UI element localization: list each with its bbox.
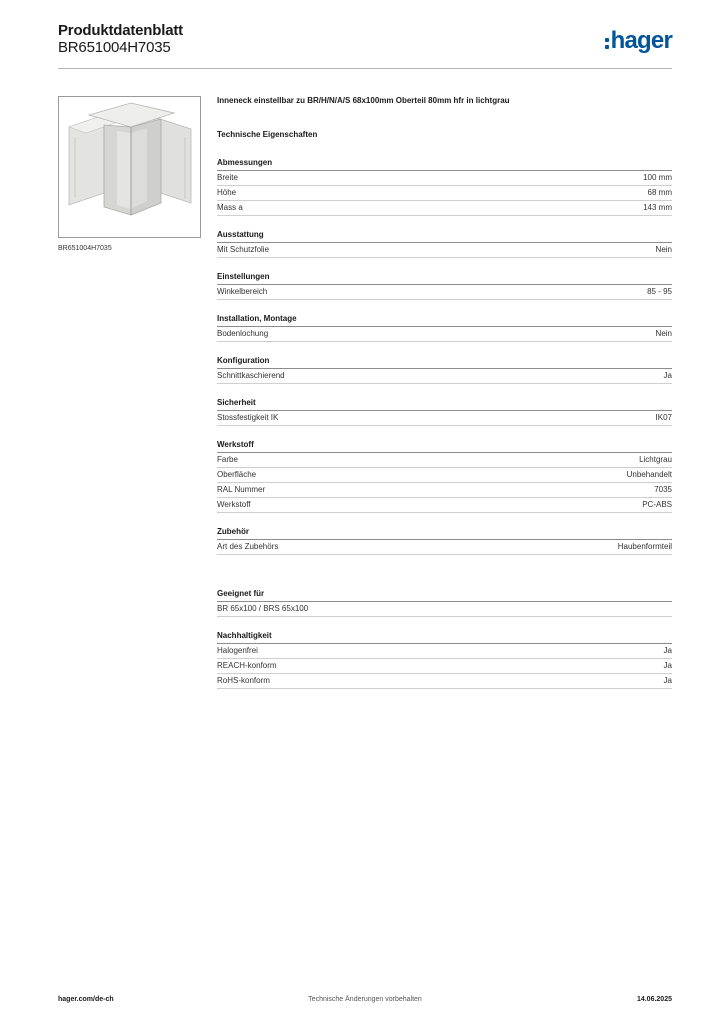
spec-row [217, 285, 672, 300]
spec-row [217, 201, 672, 216]
spec-value: IK07 [655, 413, 672, 422]
spec-value: Nein [655, 329, 672, 338]
spec-row [217, 468, 672, 483]
spec-label: Farbe [217, 455, 238, 464]
spec-value: Nein [655, 245, 672, 254]
spec-group [217, 398, 672, 426]
spec-label: Oberfläche [217, 470, 257, 479]
spec-row [217, 327, 672, 342]
spec-label: Höhe [217, 188, 237, 197]
logo-dots-icon [605, 38, 609, 49]
spec-group [217, 158, 672, 216]
spec-row [217, 483, 672, 498]
suitable-for-title: Geeignet für [217, 589, 672, 602]
spec-value: 143 mm [643, 203, 672, 212]
spec-group-title: Ausstattung [217, 230, 672, 243]
hager-logo [605, 28, 672, 54]
spec-row [217, 411, 672, 426]
spec-row [217, 243, 672, 258]
footer-date: 14.06.2025 [636, 996, 672, 1003]
spec-label: REACH-konform [217, 661, 277, 670]
spec-group-title: Sicherheit [217, 398, 672, 411]
spec-value: 68 mm [647, 188, 672, 197]
spec-value: Ja [663, 371, 672, 380]
spec-value: Ja [663, 661, 672, 670]
footer-website-link[interactable]: hager.com/de-ch [58, 996, 114, 1003]
spec-label: Mass a [217, 203, 243, 212]
spec-value: 85 - 95 [647, 287, 672, 296]
spec-value: Lichtgrau [639, 455, 672, 464]
spec-group [217, 356, 672, 384]
spec-group-title: Werkstoff [217, 440, 672, 453]
spec-group [217, 440, 672, 513]
spec-label: RAL Nummer [217, 485, 266, 494]
spec-label: Stossfestigkeit IK [217, 413, 279, 422]
spec-group-title: Abmessungen [217, 158, 672, 171]
spec-group-title: Einstellungen [217, 272, 672, 285]
spec-group [217, 272, 672, 300]
spec-row [217, 498, 672, 513]
spec-group-title: Konfiguration [217, 356, 672, 369]
spec-label: Schnittkaschierend [217, 371, 285, 380]
product-description: Inneneck einstellbar zu BR/H/N/A/S 68x100mm Oberteil 80mm hfr in lichtgrau [217, 96, 510, 105]
spec-group [217, 527, 672, 555]
spec-group-title: Installation, Montage [217, 314, 672, 327]
spec-value: Ja [663, 646, 672, 655]
suitable-for-section [217, 589, 672, 617]
spec-label: RoHS-konform [217, 676, 270, 685]
image-caption: BR651004H7035 [58, 245, 112, 252]
footer-disclaimer: Technische Änderungen vorbehalten [308, 996, 422, 1003]
spec-value: Ja [663, 676, 672, 685]
product-code: BR651004H7035 [58, 39, 171, 56]
page-header [58, 22, 672, 68]
spec-group [217, 314, 672, 342]
spec-value: PC-ABS [642, 500, 672, 509]
spec-row [217, 186, 672, 201]
header-divider [58, 68, 672, 69]
inner-corner-icon [59, 97, 200, 237]
spec-label: Art des Zubehörs [217, 542, 279, 551]
spec-value: 100 mm [643, 173, 672, 182]
spec-group-title: Zubehör [217, 527, 672, 540]
spec-label: Bodenlochung [217, 329, 269, 338]
document-title: Produktdatenblatt [58, 22, 183, 39]
sustainability-title: Nachhaltigkeit [217, 631, 672, 644]
technical-properties-title: Technische Eigenschaften [217, 130, 318, 139]
spec-row [217, 602, 672, 617]
spec-row [217, 659, 672, 674]
product-image [58, 96, 201, 238]
spec-row [217, 369, 672, 384]
spec-value: 7035 [654, 485, 672, 494]
spec-content [217, 96, 672, 689]
spec-label: Halogenfrei [217, 646, 258, 655]
sustainability-section [217, 631, 672, 689]
logo-text: hager [610, 27, 672, 54]
spec-label: Mit Schutzfolie [217, 245, 270, 254]
spec-value: Haubenformteil [617, 542, 672, 551]
spec-row [217, 674, 672, 689]
spec-row [217, 644, 672, 659]
spec-label: Breite [217, 173, 238, 182]
spec-row [217, 171, 672, 186]
spec-label: BR 65x100 / BRS 65x100 [217, 604, 309, 613]
spec-value: Unbehandelt [626, 470, 672, 479]
spec-label: Werkstoff [217, 500, 251, 509]
spec-group [217, 230, 672, 258]
spec-row [217, 540, 672, 555]
spec-groups [217, 158, 672, 555]
spec-row [217, 453, 672, 468]
spec-label: Winkelbereich [217, 287, 268, 296]
